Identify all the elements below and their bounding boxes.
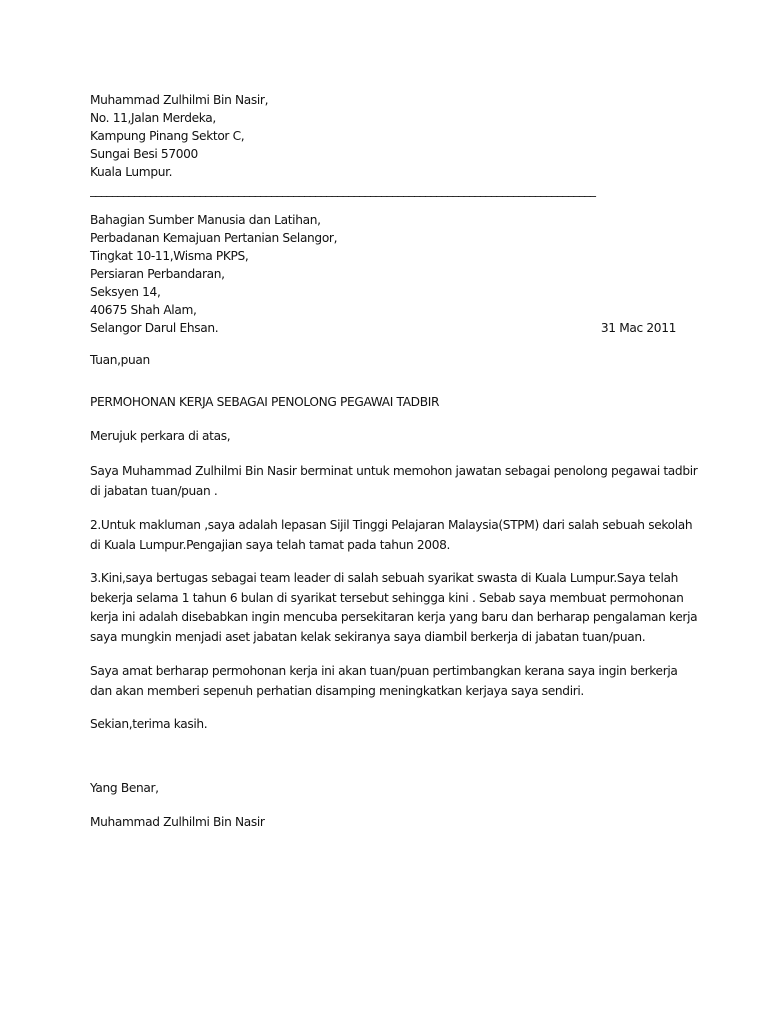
sign-off: Yang Benar, bbox=[90, 781, 159, 795]
sender-line: Sungai Besi 57000 bbox=[90, 147, 198, 161]
recipient-address bbox=[90, 211, 680, 337]
paragraph-line: di jabatan tuan/puan . bbox=[90, 484, 218, 498]
paragraph-line: kerja ini adalah disebabkan ingin mencuba persekitaran kerja yang baru dan berharap pengalaman kerja bbox=[90, 610, 698, 624]
salutation: Tuan,puan bbox=[90, 353, 150, 367]
recipient-line: Seksyen 14, bbox=[90, 285, 161, 299]
signature-name: Muhammad Zulhilmi Bin Nasir bbox=[90, 815, 265, 829]
subject-heading: PERMOHONAN KERJA SEBAGAI PENOLONG PEGAWAI TADBIR bbox=[90, 395, 440, 409]
sender-line: Kuala Lumpur. bbox=[90, 165, 173, 179]
paragraph-line: bekerja selama 1 tahun 6 bulan di syarikat tersebut sehingga kini . Sebab saya membuat permohonan bbox=[90, 590, 684, 605]
closing-line: Sekian,terima kasih. bbox=[90, 717, 208, 731]
address-divider: ____________________________________________________________________________________________ bbox=[90, 183, 596, 197]
recipient-date-row bbox=[90, 319, 676, 337]
paragraph-3 bbox=[90, 569, 698, 647]
letter-page bbox=[90, 91, 698, 831]
paragraph-1 bbox=[90, 461, 698, 501]
paragraph-line: di Kuala Lumpur.Pengajian saya telah tamat pada tahun 2008. bbox=[90, 538, 451, 552]
recipient-line: 40675 Shah Alam, bbox=[90, 303, 197, 317]
paragraph-4 bbox=[90, 661, 680, 701]
sender-line: Muhammad Zulhilmi Bin Nasir, bbox=[90, 93, 269, 107]
paragraph-line: saya mungkin menjadi aset jabatan kelak sekiranya saya diambil berkerja di jabatan tuan/puan. bbox=[90, 629, 646, 644]
paragraph-line: Saya amat berharap permohonan kerja ini akan tuan/puan pertimbangkan kerana saya ingin berkerja bbox=[90, 664, 678, 678]
paragraph-line: dan akan memberi sepenuh perhatian disamping meningkatkan kerjaya saya sendiri. bbox=[90, 684, 584, 698]
paragraph-line: 2.Untuk makluman ,saya adalah lepasan Sijil Tinggi Pelajaran Malaysia(STPM) dari salah sebuah sekolah bbox=[90, 518, 693, 532]
recipient-line: Bahagian Sumber Manusia dan Latihan, bbox=[90, 213, 321, 227]
recipient-line: Perbadanan Kemajuan Pertanian Selangor, bbox=[90, 231, 338, 245]
reference-line: Merujuk perkara di atas, bbox=[90, 429, 231, 443]
sender-line: No. 11,Jalan Merdeka, bbox=[90, 111, 216, 125]
paragraph-line: Saya Muhammad Zulhilmi Bin Nasir berminat untuk memohon jawatan sebagai penolong pegawai tadbir bbox=[90, 464, 698, 478]
sender-line: Kampung Pinang Sektor C, bbox=[90, 129, 245, 143]
paragraph-2 bbox=[90, 515, 693, 555]
letter-date: 31 Mac 2011 bbox=[600, 321, 676, 335]
paragraph-line: 3.Kini,saya bertugas sebagai team leader di salah sebuah syarikat swasta di Kuala Lumpur.Saya telah bbox=[90, 571, 678, 585]
recipient-line: Selangor Darul Ehsan. bbox=[90, 321, 219, 335]
recipient-line: Persiaran Perbandaran, bbox=[90, 267, 225, 281]
recipient-line: Tingkat 10-11,Wisma PKPS, bbox=[90, 249, 249, 263]
sender-address bbox=[90, 91, 680, 181]
